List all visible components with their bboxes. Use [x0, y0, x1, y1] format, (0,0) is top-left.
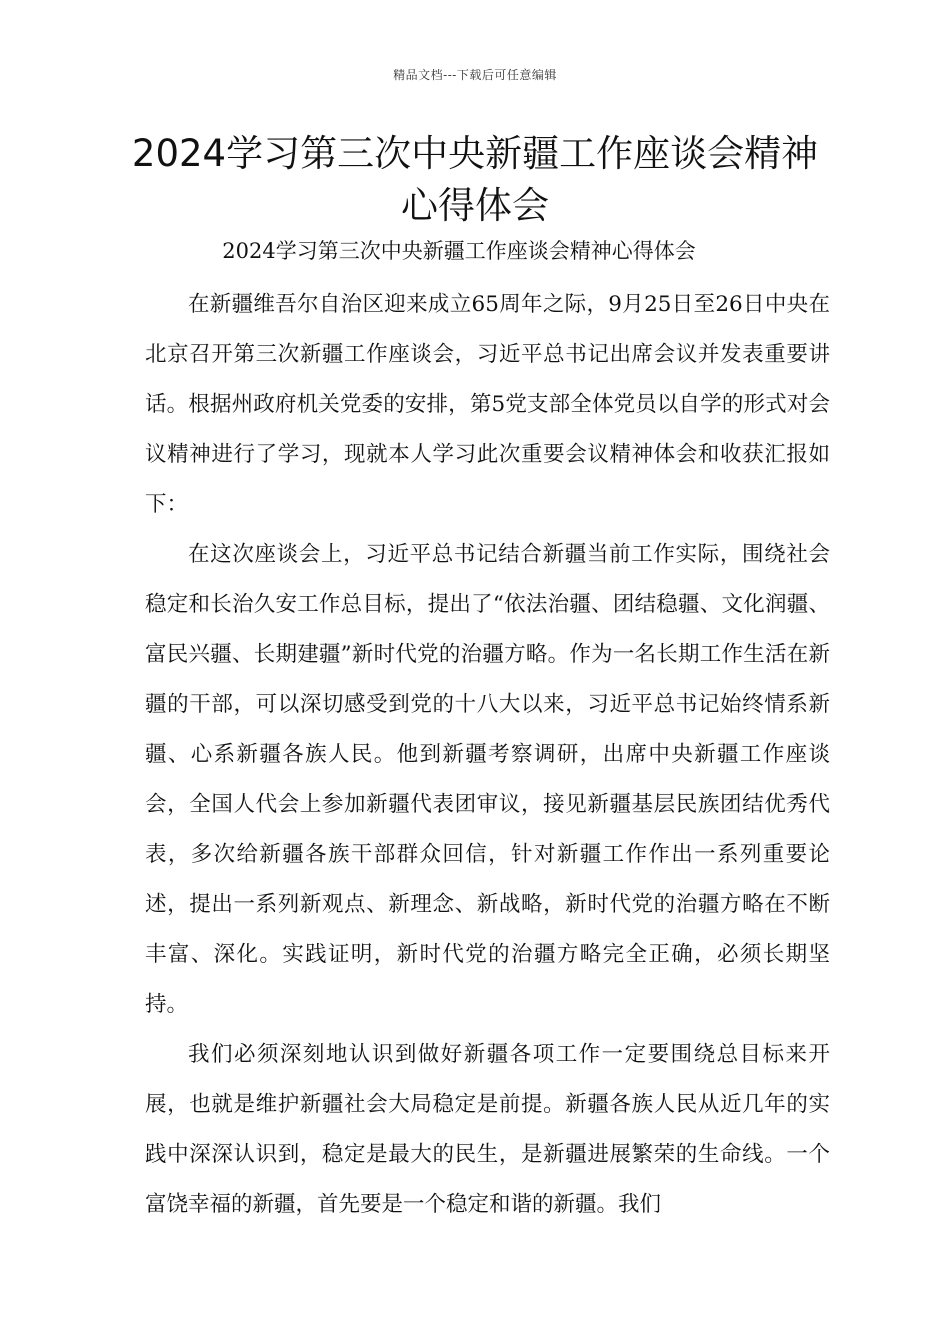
document-title: 2024学习第三次中央新疆工作座谈会精神心得体会 [131, 132, 819, 227]
paragraph: 我们必须深刻地认识到做好新疆各项工作一定要围绕总目标来开展，也就是维护新疆社会大局稳定是前提。新疆各族人民从近几年的实践中深深认识到，稳定是最大的民生，是新疆进展繁荣的生命线。一个富饶幸福的新疆，首先要是一个稳定和谐的新疆。我们 [145, 1042, 830, 1217]
document-body [145, 280, 830, 1230]
paragraph: 在新疆维吾尔自治区迎来成立65周年之际，9月25日至26日中央在北京召开第三次新疆工作座谈会，习近平总书记出席会议并发表重要讲话。根据州政府机关党委的安排，第5党支部全体党员以自学的形式对会议精神进行了学习，现就本人学习此次重要会议精神体会和收获汇报如下： [145, 292, 830, 517]
header-note: 精品文档---下载后可任意编辑 [393, 68, 557, 82]
document-subtitle: 2024学习第三次中央新疆工作座谈会精神心得体会 [222, 239, 696, 263]
paragraph: 在这次座谈会上，习近平总书记结合新疆当前工作实际，围绕社会稳定和长治久安工作总目标，提出了“依法治疆、团结稳疆、文化润疆、富民兴疆、长期建疆”新时代党的治疆方略。作为一名长期工作生活在新疆的干部，可以深切感受到党的十八大以来，习近平总书记始终情系新疆、心系新疆各族人民。他到新疆考察调研，出席中央新疆工作座谈会，全国人代会上参加新疆代表团审议，接见新疆基层民族团结优秀代表，多次给新疆各族干部群众回信，针对新疆工作作出一系列重要论述，提出一系列新观点、新理念、新战略，新时代党的治疆方略在不断丰富、深化。实践证明，新时代党的治疆方略完全正确，必须长期坚持。 [145, 542, 830, 1017]
